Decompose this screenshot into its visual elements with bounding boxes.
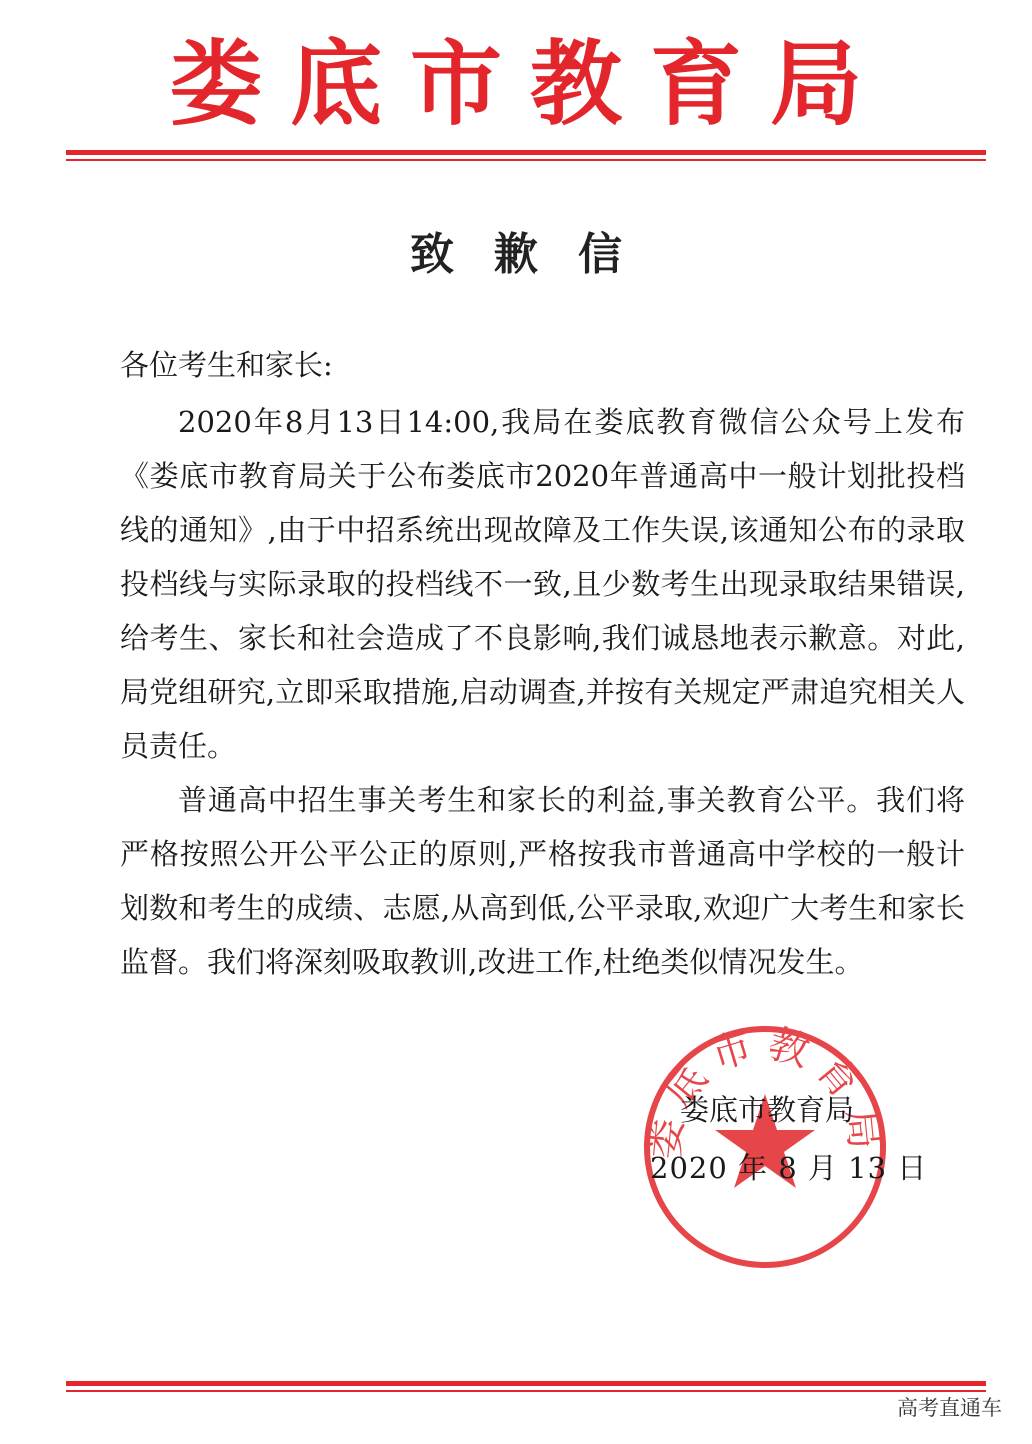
rule-thin: [66, 159, 986, 161]
rule-thin-bottom: [66, 1390, 986, 1392]
paragraph-1: 2020年8月13日14:00,我局在娄底教育微信公众号上发布《娄底市教育局关于公布娄底市2020年普通高中一般计划批投档线的通知》,由于中招系统出现故障及工作失误,该通知公布的录取投档线与实际录取的投档线不一致,且少数考生出现录取结果错误,给考生、家长和社会造成了不良影响,我们诚恳地表示歉意。对此,局党组研究,立即采取措施,启动调查,并按有关规定严肃追究相关人员责任。: [120, 405, 965, 763]
official-seal: [640, 1022, 890, 1272]
letterhead-rule-bottom: [66, 1381, 986, 1392]
letterhead-title: 娄底市教育局: [169, 31, 890, 138]
seal-text-path: 娄底市教育局: [642, 1022, 888, 1162]
document-title: 致歉信: [410, 229, 662, 280]
rule-thick: [66, 150, 986, 155]
rule-thick-bottom: [66, 1381, 986, 1386]
paragraph-2: 普通高中招生事关考生和家长的利益,事关教育公平。我们将严格按照公开公平公正的原则,严格按我市普通高中学校的一般计划数和考生的成绩、志愿,从高到低,公平录取,欢迎广大考生和家长监督。我们将深刻吸取教训,改进工作,杜绝类似情况发生。: [120, 783, 965, 979]
letterhead-rule-top: [66, 150, 986, 161]
letter-body: [120, 395, 965, 989]
signature-agency: 娄底市教育局: [680, 1093, 855, 1127]
signature-date: 2020 年 8 月 13 日: [650, 1151, 928, 1185]
salutation: 各位考生和家长:: [120, 348, 333, 382]
source-watermark: 高考直通车: [897, 1396, 1002, 1420]
